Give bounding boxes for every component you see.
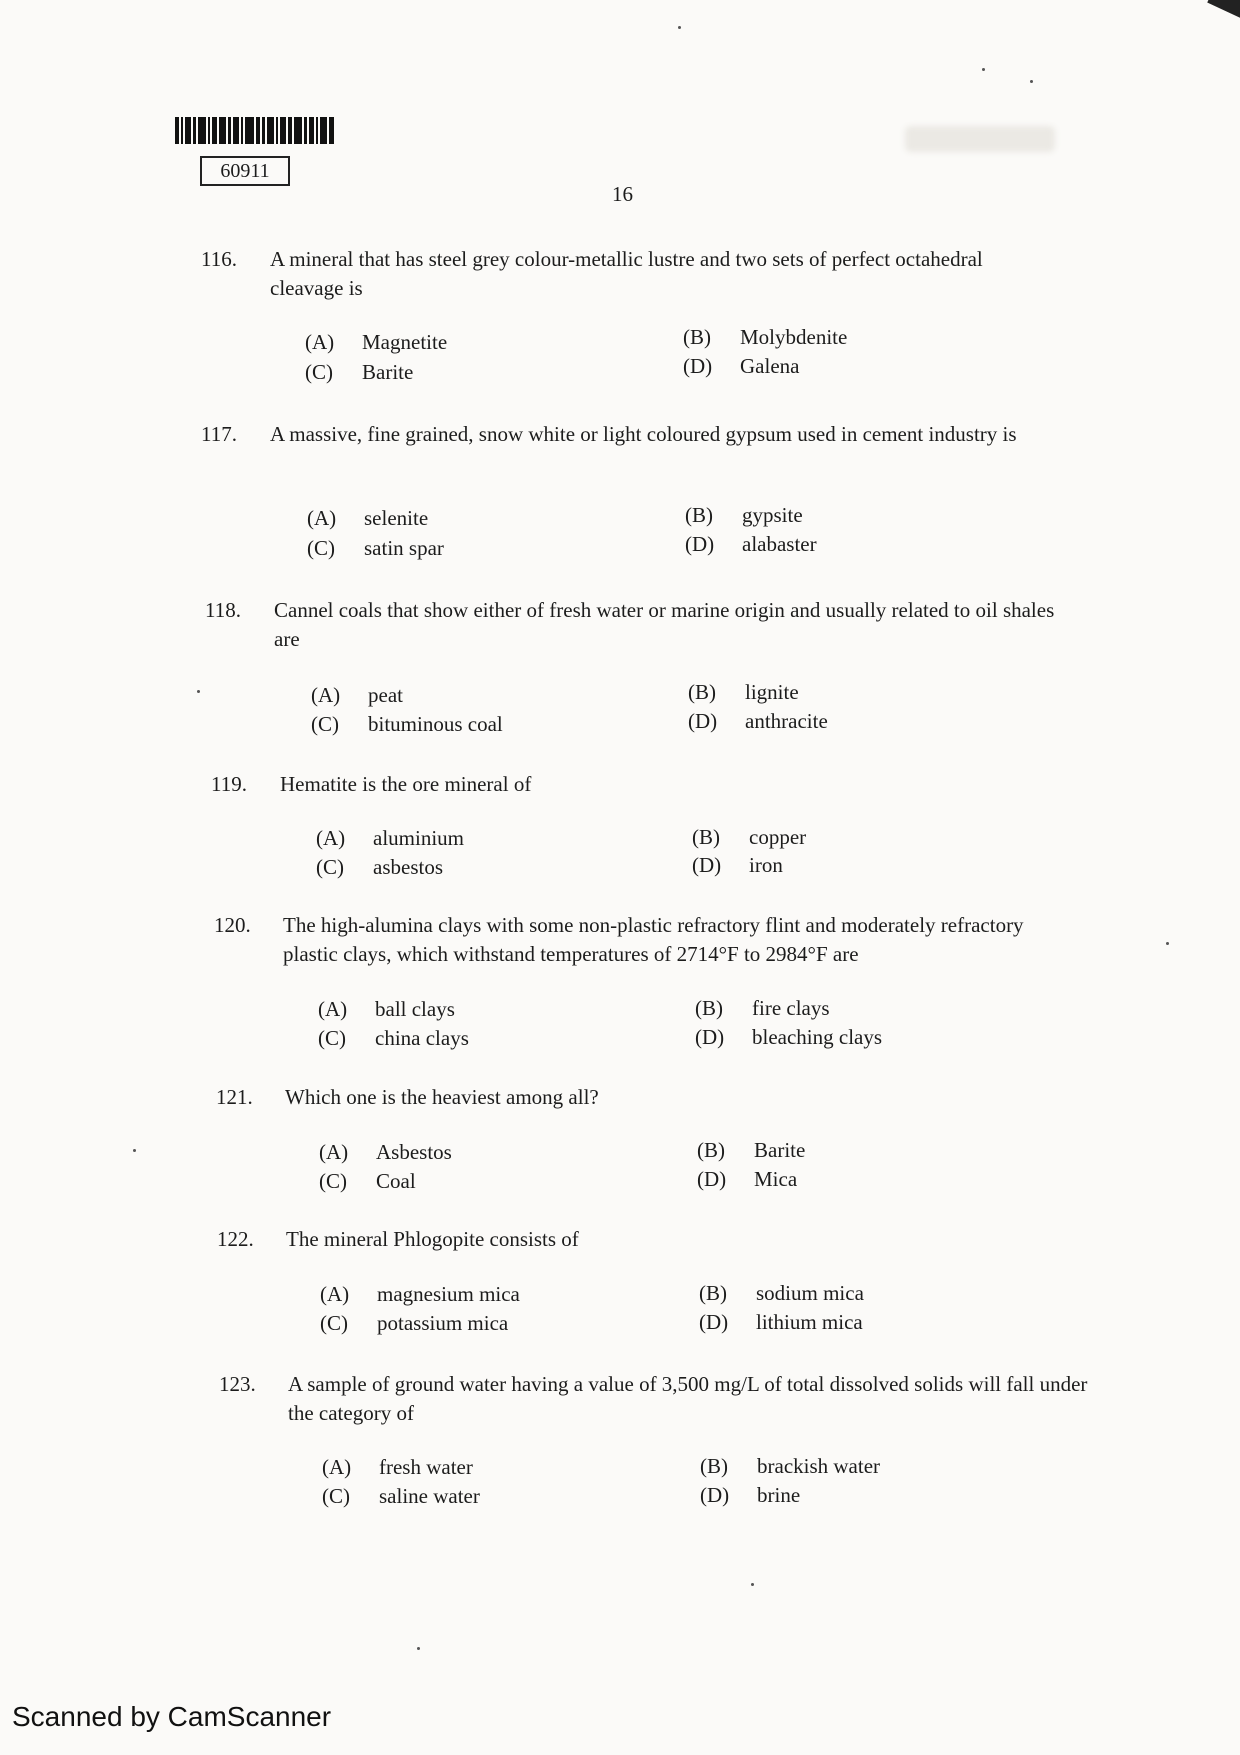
option-b: (B) copper bbox=[692, 825, 807, 849]
question-text: A sample of ground water having a value of 3,500 mg/L of total dissolved solids will fall under the category of bbox=[288, 1372, 1088, 1425]
question-number: 117. bbox=[201, 422, 237, 446]
question-text: Hematite is the ore mineral of bbox=[280, 772, 532, 796]
option-c: (C) potassium mica bbox=[320, 1311, 509, 1335]
scan-speck bbox=[678, 26, 681, 29]
option-d: (D) Mica bbox=[697, 1167, 798, 1191]
option-d: (D) Galena bbox=[683, 354, 800, 378]
option-d: (D) bleaching clays bbox=[695, 1025, 883, 1049]
question-text: Cannel coals that show either of fresh water or marine origin and usually related to oil shales are bbox=[274, 598, 1055, 651]
scan-speck bbox=[133, 1149, 136, 1152]
option-d: (D) brine bbox=[700, 1483, 801, 1507]
question-text: Which one is the heaviest among all? bbox=[285, 1085, 599, 1109]
option-c: (C) bituminous coal bbox=[311, 712, 503, 736]
option-a: (A) ball clays bbox=[318, 997, 455, 1021]
option-a: (A) selenite bbox=[307, 506, 429, 530]
question-text: A mineral that has steel grey colour-metallic lustre and two sets of perfect octahedral cleavage is bbox=[270, 247, 983, 300]
option-d: (D) anthracite bbox=[688, 709, 828, 733]
option-d: (D) alabaster bbox=[685, 532, 817, 556]
question-text: The mineral Phlogopite consists of bbox=[286, 1227, 579, 1251]
option-a: (A) peat bbox=[311, 683, 403, 707]
question-text: The high-alumina clays with some non-plastic refractory flint and moderately refractory plastic clays, which withstand temperatures of 2714°F to 2984°F are bbox=[283, 913, 1024, 966]
option-a: (A) Asbestos bbox=[319, 1140, 452, 1164]
option-b: (B) Barite bbox=[697, 1138, 806, 1162]
option-c: (C) Barite bbox=[305, 360, 414, 384]
option-b: (B) sodium mica bbox=[699, 1281, 864, 1305]
option-b: (B) fire clays bbox=[695, 996, 830, 1020]
scan-speck bbox=[417, 1647, 420, 1650]
option-d: (D) lithium mica bbox=[699, 1310, 863, 1334]
option-c: (C) china clays bbox=[318, 1026, 469, 1050]
paper-code: 60911 bbox=[200, 156, 290, 186]
option-b: (B) lignite bbox=[688, 680, 799, 704]
question-text: A massive, fine grained, snow white or light coloured gypsum used in cement industry is bbox=[270, 422, 1017, 446]
question-number: 120. bbox=[214, 913, 251, 937]
scanner-watermark: Scanned by CamScanner bbox=[12, 1701, 332, 1732]
option-a: (A) aluminium bbox=[316, 826, 464, 850]
option-a: (A) magnesium mica bbox=[320, 1282, 520, 1306]
scan-smudge bbox=[905, 126, 1055, 152]
question-number: 122. bbox=[217, 1227, 254, 1251]
option-d: (D) iron bbox=[692, 853, 783, 877]
scan-speck bbox=[1166, 942, 1169, 945]
scan-speck bbox=[751, 1583, 754, 1586]
option-c: (C) asbestos bbox=[316, 855, 443, 879]
option-b: (B) Molybdenite bbox=[683, 325, 848, 349]
option-b: (B) gypsite bbox=[685, 503, 803, 527]
question-number: 121. bbox=[216, 1085, 253, 1109]
option-a: (A) fresh water bbox=[322, 1455, 473, 1479]
question-number: 119. bbox=[211, 772, 247, 796]
scan-speck bbox=[197, 690, 200, 693]
question-number: 116. bbox=[201, 247, 237, 271]
question-number: 118. bbox=[205, 598, 241, 622]
option-a: (A) Magnetite bbox=[305, 330, 448, 354]
option-c: (C) saline water bbox=[322, 1484, 480, 1508]
scan-speck bbox=[1030, 80, 1033, 83]
option-b: (B) brackish water bbox=[700, 1454, 881, 1478]
scan-corner-mark bbox=[1207, 0, 1240, 19]
barcode bbox=[175, 117, 335, 144]
scan-speck bbox=[982, 68, 985, 71]
option-c: (C) satin spar bbox=[307, 536, 444, 560]
question-number: 123. bbox=[219, 1372, 256, 1396]
page-number: 16 bbox=[612, 182, 633, 206]
option-c: (C) Coal bbox=[319, 1169, 416, 1193]
